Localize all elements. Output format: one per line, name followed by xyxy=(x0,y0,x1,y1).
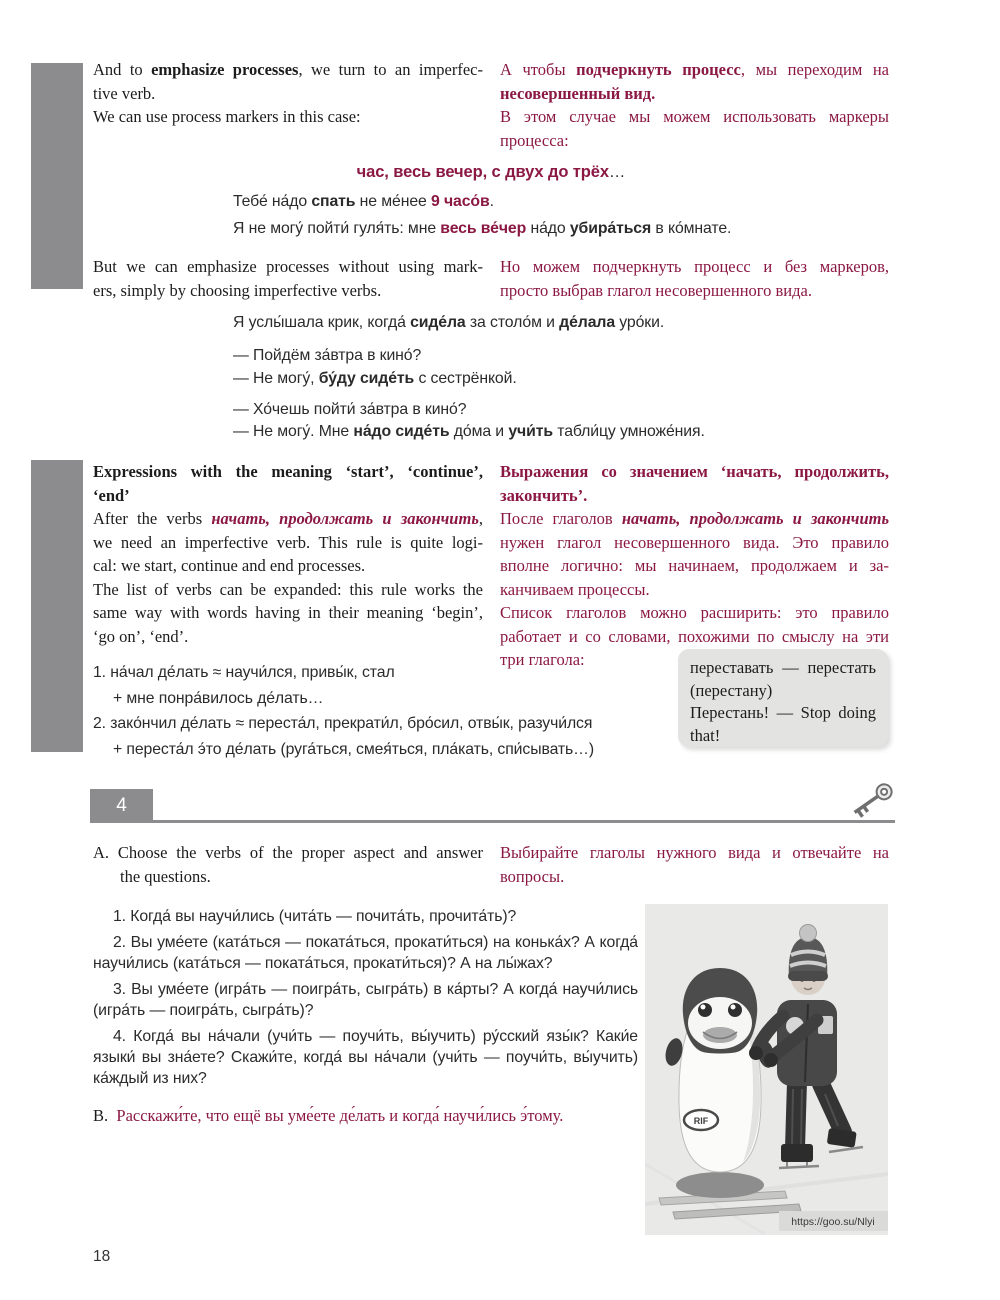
paragraph-en-emphasize: And to emphasize processes, we turn to an imperfec- tive verb. We can use process markers in this case: xyxy=(93,60,483,126)
key-icon xyxy=(843,780,899,822)
hat-pompom xyxy=(800,925,817,942)
process-markers-line: час, весь вечер, с двух до трёх… xyxy=(356,163,626,181)
exercise-number: 4 xyxy=(116,794,127,816)
paragraph-en-expressions: Expressions with the meaning ‘start’, ‘continue’, ‘end’ After the verbs начать, продолжать и закончить, we need an imperfective verb. This rule is quite logi- cal: we start, continue and end processes. The list of verbs can be expanded: this rule works the same way with words having in their meaning ‘begin’, ‘go on’, ‘end’. xyxy=(93,462,483,646)
photo-caption: https://goo.su/Nlyi xyxy=(791,1216,875,1228)
example-evening: Я не могу́ пойти́ гуля́ть: мне весь ве́чер на́до убира́ться в ко́мнате. xyxy=(233,220,732,237)
task-a-en: A. Choose the verbs of the proper aspect and answer the questions. xyxy=(93,843,483,886)
paragraph-ru-without-markers: Но можем подчеркнуть процесс и без маркеров, просто выбрав глагол несовершенного вида. xyxy=(500,257,889,300)
task-a-ru: Выбирайте глаголы нужного вида и отвечайте на вопросы. xyxy=(500,843,889,886)
example-scream: Я услы́шала крик, когда́ сиде́ла за столо́м и де́лала уро́ки. xyxy=(233,314,665,331)
dialogue-line-2: — Не могу́, бу́ду сиде́ть с сестрёнкой. xyxy=(233,370,517,387)
question-list: 1. Когда́ вы научи́лись (чита́ть — почита́ть, прочита́ть)? 2. Вы уме́ете (ката́ться — поката́ться, прокати́ться) на конька́х? А когда́ научи́лись (ката́ться — поката́ться, прокати́ться)? А на лы́жах? 3. Вы уме́ете (игра́ть — поигра́ть, сыгра́ть) в ка́рты? А когда́ научи́лись (игра́ть — поигра́ть, сыгра́ть)? 4. Когда́ вы на́чали (учи́ть — поучи́ть, вы́учить) ру́сский язы́к? Каки́е языки́ вы зна́ете? Скажи́те, когда́ вы на́чали (учи́ть — поучи́ть, вы́учить) ка́ждый из них? xyxy=(93,908,638,1087)
dialogue-line-3: — Хо́чешь пойти́ за́втра в кино́? xyxy=(233,401,467,418)
paragraph-ru-emphasize: А чтобы подчеркнуть процесс, мы переходим на несовершенный вид. В этом случае мы можем использовать маркеры процесса: xyxy=(500,60,889,150)
margin-bar-middle xyxy=(31,460,83,752)
exercise-divider-line xyxy=(90,820,895,823)
verb-list: 1. на́чал де́лать ≈ научи́лся, привы́к, стал + мне понра́вилось де́лать… 2. зако́нчил де́лать ≈ переста́л, прекрати́л, бро́сил, отвы́к, разучи́лся + переста́л э́то де́лать (руга́ться, смея́ться, пла́кать, спи́сывать…) xyxy=(93,664,595,758)
page-number: 18 xyxy=(93,1248,111,1265)
dialogue-line-4: — Не могу́. Мне на́до сиде́ть до́ма и учи́ть табли́цу умноже́ния. xyxy=(233,423,705,440)
task-b: B. Расскажи́те, что ещё вы уме́ете де́лать и когда́ научи́лись э́тому. xyxy=(93,1106,564,1125)
exercise-number-badge xyxy=(90,789,153,822)
note-box: переставать — перестать (перестану) Перестань! — Stop doing that! xyxy=(678,649,888,747)
exercise-photo xyxy=(645,904,888,1235)
paragraph-en-without-markers: But we can emphasize processes without using mark- ers, simply by choosing imperfective verbs. xyxy=(93,257,483,300)
penguin-logo-text: RIF xyxy=(693,1116,709,1126)
example-sleep: Тебе́ на́до спать не ме́нее 9 часо́в. xyxy=(233,193,494,210)
margin-bar-top xyxy=(31,63,83,289)
dialogue-line-1: — Пойдём за́втра в кино́? xyxy=(233,347,422,364)
paragraph-ru-expressions: Выражения со значением ‘начать, продолжить, закончить’. После глаголов начать, продолжать и закончить нужен глагол несовершенного вида. Это правило вполне логично: мы начинаем, продолжаем и за- канчиваем процессы. Список глаголов можно расширить: это правило работает и со словами, похожими по смыслу на эти три глагола: xyxy=(500,462,889,669)
